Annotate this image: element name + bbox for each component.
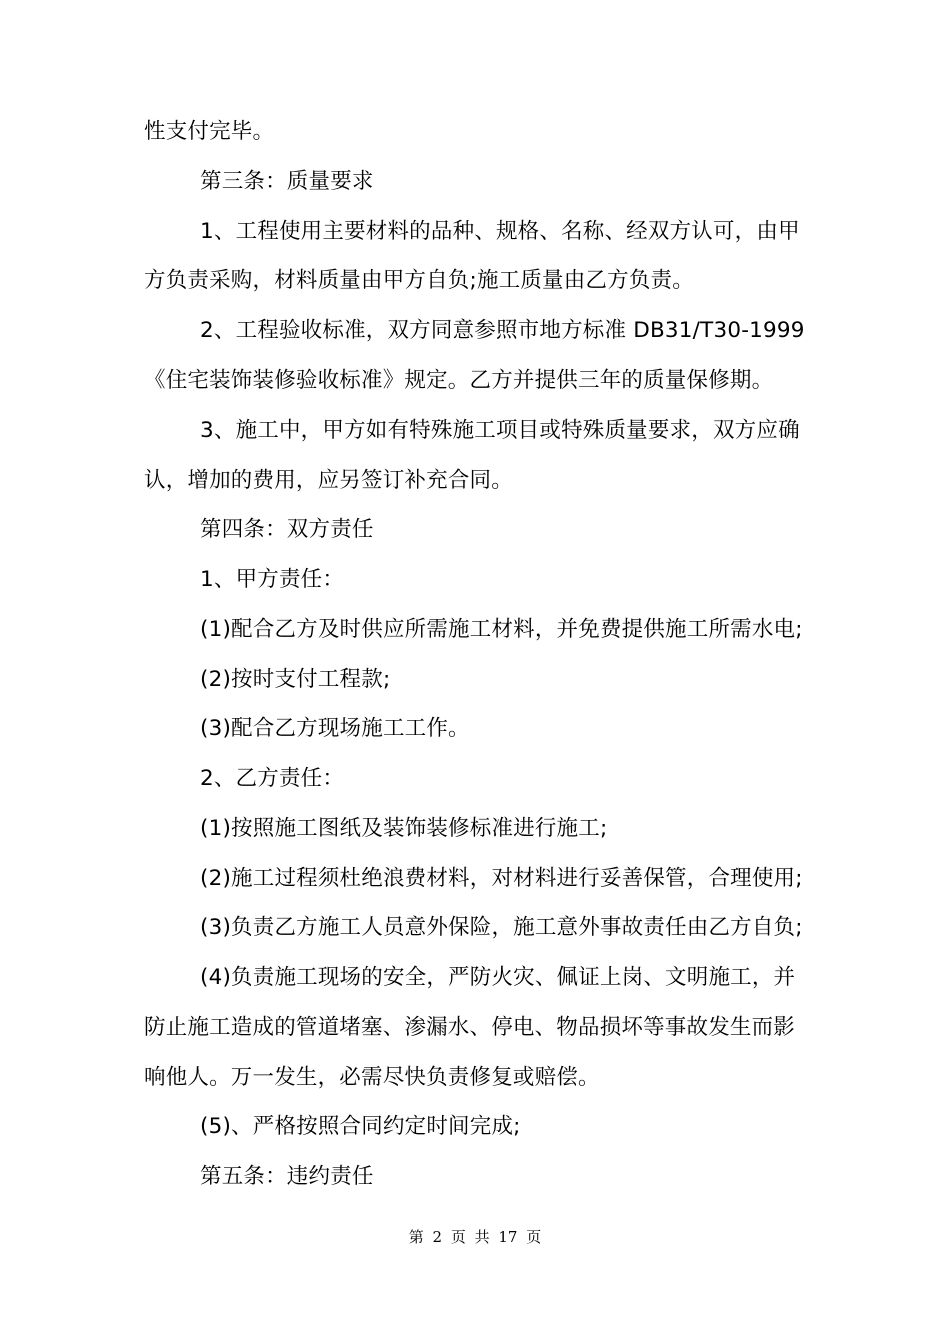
text-line: 《住宅装饰装修验收标准》规定。乙方并提供三年的质量保修期。 xyxy=(144,368,774,393)
text-line: (2)施工过程须杜绝浪费材料，对材料进行妥善保管，合理使用; xyxy=(200,866,803,891)
text-line: 1、工程使用主要材料的品种、规格、名称、经双方认可，由甲 xyxy=(200,219,800,244)
text-line: 认，增加的费用，应另签订补充合同。 xyxy=(144,468,513,493)
text-line: (4)负责施工现场的安全，严防火灾、佩证上岗、文明施工，并 xyxy=(200,965,796,990)
text-line: 方负责采购，材料质量由甲方自负;施工质量由乙方负责。 xyxy=(144,268,694,293)
text-line: 3、施工中，甲方如有特殊施工项目或特殊质量要求，双方应确 xyxy=(200,418,800,443)
text-line: (2)按时支付工程款; xyxy=(200,667,391,692)
text-line: (3)配合乙方现场施工工作。 xyxy=(200,716,470,741)
section-heading: 第四条：双方责任 xyxy=(200,517,374,542)
text-line: (3)负责乙方施工人员意外保险，施工意外事故责任由乙方自负; xyxy=(200,915,803,940)
text-line: (1)按照施工图纸及装饰装修标准进行施工; xyxy=(200,816,608,841)
section-heading: 第三条：质量要求 xyxy=(200,169,374,194)
section-heading: 第五条：违约责任 xyxy=(200,1164,374,1189)
text-line: 2、乙方责任： xyxy=(200,766,345,791)
text-line: 防止施工造成的管道堵塞、渗漏水、停电、物品损坏等事故发生而影 xyxy=(144,1015,796,1040)
text-line: (1)配合乙方及时供应所需施工材料，并免费提供施工所需水电; xyxy=(200,617,803,642)
text-line: (5)、严格按照合同约定时间完成; xyxy=(200,1114,521,1139)
text-line: 1、甲方责任： xyxy=(200,567,345,592)
text-line: 2、工程验收标准，双方同意参照市地方标准 DB31/T30-1999 xyxy=(200,318,805,343)
text-line: 响他人。万一发生，必需尽快负责修复或赔偿。 xyxy=(144,1065,600,1090)
page-footer: 第 2 页 共 17 页 xyxy=(408,1228,542,1246)
text-line: 性支付完毕。 xyxy=(144,119,275,144)
